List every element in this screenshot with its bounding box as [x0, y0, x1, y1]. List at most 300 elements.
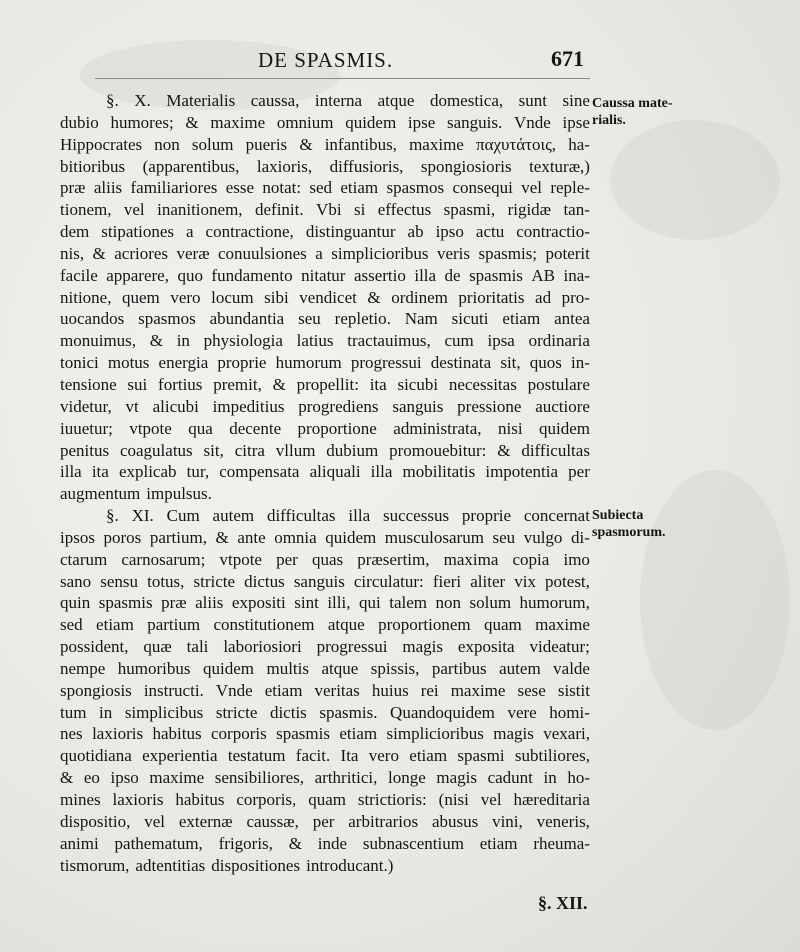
- word: vero: [170, 287, 201, 307]
- word: per: [312, 811, 335, 831]
- word: atque: [327, 615, 365, 635]
- word: proportionem: [378, 615, 471, 635]
- word: quin: [60, 593, 91, 613]
- word: vulgo: [523, 527, 563, 547]
- word: maxime: [210, 112, 266, 132]
- word: promouebitur:: [389, 440, 487, 460]
- word: ita: [369, 374, 387, 394]
- word: partibus: [431, 658, 487, 678]
- word: sint: [294, 593, 319, 613]
- word: ha-: [568, 134, 590, 154]
- word: quidem: [345, 112, 397, 132]
- word: omnia: [274, 527, 317, 547]
- word: vel: [144, 811, 165, 831]
- word: sanguis.: [447, 112, 503, 132]
- word: sed: [309, 178, 333, 198]
- word: habitus: [175, 790, 225, 809]
- word: &: [215, 527, 229, 547]
- word: poterit: [545, 243, 590, 263]
- word: expositi: [231, 593, 286, 613]
- word: eo: [83, 768, 100, 788]
- word: quotidiana: [60, 746, 132, 766]
- main-text: [60, 90, 590, 876]
- word: contractio-: [516, 222, 590, 242]
- word: Cum: [166, 506, 200, 526]
- word: di-: [570, 527, 590, 547]
- text-line: [60, 680, 590, 702]
- word: §.: [106, 91, 119, 110]
- word: externæ: [178, 811, 233, 831]
- word: contractione,: [205, 222, 294, 242]
- word: esse: [225, 178, 255, 198]
- word: solum: [191, 134, 234, 154]
- word: impulsus.: [146, 484, 212, 504]
- word: inanitionem,: [157, 200, 243, 220]
- word: concernat: [523, 506, 590, 526]
- word: compensata: [219, 462, 300, 482]
- word: conuulsiones: [218, 243, 307, 263]
- word: non: [154, 134, 180, 154]
- word: testatum: [227, 746, 286, 766]
- text-line: [60, 483, 590, 505]
- word: maxima: [443, 549, 499, 569]
- word: illa: [414, 265, 437, 285]
- word: Ita: [340, 746, 359, 766]
- word: ab: [407, 222, 424, 242]
- text-line: [60, 177, 590, 199]
- word: propellit:: [296, 374, 359, 394]
- word: ipsos: [60, 527, 95, 547]
- word: præ: [60, 178, 86, 198]
- word: humoribus: [117, 658, 191, 678]
- word: ipsa: [487, 331, 515, 351]
- word: etiam: [340, 178, 379, 198]
- text-line: [60, 330, 590, 352]
- word: autem: [212, 506, 255, 526]
- word: veritas: [314, 680, 360, 700]
- word: ante: [237, 527, 266, 547]
- word: Vnde: [513, 112, 551, 132]
- word: acriores: [114, 243, 169, 263]
- word: AB: [531, 265, 555, 285]
- word: facit.: [295, 746, 331, 766]
- word: quos: [529, 353, 562, 373]
- word: notat:: [262, 178, 302, 198]
- word: spongiosioris: [420, 156, 512, 176]
- word: actu: [475, 222, 505, 242]
- word: vexari,: [543, 724, 590, 744]
- word: aliis: [93, 178, 123, 198]
- word: laxioris: [112, 790, 164, 809]
- word: valde: [553, 658, 590, 678]
- word: frigoris,: [218, 833, 273, 853]
- word: distinguantur: [305, 222, 396, 242]
- word: ordinaria: [528, 331, 590, 351]
- word: dubium: [326, 440, 379, 460]
- word: fundamento: [211, 265, 293, 285]
- word: quam: [308, 790, 346, 809]
- word: effectus: [377, 200, 432, 220]
- word: sensibiliores,: [214, 768, 305, 788]
- word: consequi: [452, 178, 513, 198]
- word: vtpote: [129, 418, 172, 438]
- word: diffusioris,: [329, 156, 404, 176]
- word: simplicioribus: [331, 243, 429, 263]
- word: instructi.: [143, 680, 204, 700]
- word: bitioribus: [60, 156, 126, 176]
- word: ita: [91, 462, 109, 482]
- word: per: [568, 462, 590, 482]
- word: adtentitias: [135, 855, 206, 875]
- word: monuimus,: [60, 331, 137, 351]
- word: subtiliores,: [514, 746, 590, 766]
- text-line: [60, 90, 590, 112]
- margin-note-line: rialis.: [592, 113, 626, 128]
- word: sui: [127, 374, 148, 394]
- word: sanguis: [392, 396, 444, 416]
- word: nempe: [60, 658, 106, 678]
- word: stricte: [215, 702, 258, 722]
- word: vel: [480, 790, 502, 809]
- word: magis: [436, 768, 477, 788]
- word: cum: [444, 331, 474, 351]
- word: destinata: [430, 353, 492, 373]
- word: nis,: [60, 243, 85, 263]
- word: partium: [147, 615, 201, 635]
- text-line: [60, 527, 590, 549]
- word: sit,: [500, 353, 521, 373]
- word: illi,: [327, 593, 351, 613]
- word: simplicibus: [124, 702, 204, 722]
- word: qua: [188, 418, 213, 438]
- word: mobilitatis: [402, 462, 476, 482]
- word: per: [276, 549, 298, 569]
- word: talem: [389, 593, 427, 613]
- word: sibi: [264, 287, 289, 307]
- text-line: [60, 440, 590, 462]
- word: etiam: [96, 615, 134, 635]
- word: repletio.: [334, 309, 391, 329]
- word: difficultas: [521, 440, 590, 460]
- word: potest,: [545, 571, 590, 591]
- text-line: [60, 396, 590, 418]
- word: &: [299, 134, 313, 154]
- word: caussa,: [250, 91, 300, 110]
- word: aliquali: [309, 462, 361, 482]
- word: dictus: [244, 571, 285, 591]
- word: animi: [60, 833, 99, 853]
- word: hæreditaria: [513, 790, 590, 809]
- margin-note-line: Caussa mate-: [592, 96, 673, 111]
- word: multis: [266, 658, 309, 678]
- word: &: [92, 243, 106, 263]
- word: a: [186, 222, 194, 242]
- word: veneris,: [536, 811, 590, 831]
- word: impeditius: [212, 396, 285, 416]
- word: §.: [106, 506, 119, 526]
- word: pro-: [561, 287, 590, 307]
- word: infantibus,: [324, 134, 397, 154]
- word: (nisi: [438, 790, 469, 809]
- word: quo: [177, 265, 203, 285]
- word: Hippocrates: [60, 134, 143, 154]
- word: abundantia: [209, 309, 285, 329]
- text-line: [60, 308, 590, 330]
- word: laxioris: [92, 724, 144, 744]
- word: tur,: [186, 462, 210, 482]
- word: sicuti: [451, 309, 489, 329]
- catchword: §. XII.: [538, 893, 588, 913]
- word: in: [99, 702, 113, 722]
- paper-stain: [610, 120, 780, 240]
- word: vini,: [492, 811, 523, 831]
- word: ho-: [567, 768, 590, 788]
- word: nitatur: [301, 265, 346, 285]
- text-line: [60, 287, 590, 309]
- word: tan-: [563, 200, 590, 220]
- word: possident,: [60, 637, 129, 657]
- word: nitione,: [60, 287, 112, 307]
- word: vix: [514, 571, 536, 591]
- word: vel: [521, 178, 542, 198]
- word: habitus: [152, 724, 202, 744]
- header-rule: [95, 78, 590, 79]
- word: ctarum: [60, 549, 108, 569]
- word: familiariores: [130, 178, 218, 198]
- word: progressui: [350, 353, 422, 373]
- text-line: [60, 461, 590, 483]
- word: corporis: [211, 724, 267, 744]
- word: imo: [563, 549, 590, 569]
- word: solum: [469, 593, 512, 613]
- word: maxime: [149, 768, 205, 788]
- word: tum: [60, 702, 87, 722]
- word: huius: [371, 680, 409, 700]
- word: pressione: [457, 396, 522, 416]
- word: spasmi,: [443, 200, 496, 220]
- word: simplicioribus: [386, 724, 484, 744]
- word: præ: [161, 593, 187, 613]
- word: non: [435, 593, 461, 613]
- word: pathematum,: [114, 833, 203, 853]
- word: veris: [436, 243, 471, 263]
- word: poros: [103, 527, 142, 547]
- word: ipso: [110, 768, 139, 788]
- word: spasmi: [457, 746, 505, 766]
- word: ipso: [435, 222, 464, 242]
- word: spissis,: [370, 658, 420, 678]
- running-title: DE SPASMIS.: [258, 48, 394, 72]
- word: Nam: [404, 309, 438, 329]
- text-line: [60, 636, 590, 658]
- word: autem: [499, 658, 541, 678]
- word: circulatur:: [353, 571, 424, 591]
- word: alicubi: [152, 396, 199, 416]
- word: &: [272, 374, 286, 394]
- word: progressui: [316, 637, 388, 657]
- word: magis: [493, 724, 534, 744]
- margin-note-caussa-materialis: [592, 95, 702, 129]
- word: illa: [60, 462, 82, 482]
- word: longe: [387, 768, 426, 788]
- word: tonici: [60, 353, 99, 373]
- word: in: [543, 768, 557, 788]
- text-line: [60, 723, 590, 745]
- word: latius: [296, 331, 334, 351]
- word: ipse: [407, 112, 436, 132]
- text-line: [60, 156, 590, 178]
- word: ad: [535, 287, 552, 307]
- word: tismorum,: [60, 855, 130, 875]
- text-line: [60, 199, 590, 221]
- word: energia: [158, 353, 209, 373]
- word: seu: [298, 309, 321, 329]
- text-line: [60, 767, 590, 789]
- text-line: [60, 789, 590, 811]
- word: tionem,: [60, 200, 112, 220]
- word: arbitrarios: [348, 811, 419, 831]
- word: vendicet: [299, 287, 357, 307]
- word: vllum: [275, 440, 316, 460]
- word: carnosarum;: [121, 549, 206, 569]
- word: rei: [420, 680, 439, 700]
- text-line: [60, 702, 590, 724]
- word: pueris: [245, 134, 288, 154]
- word: antea: [554, 309, 590, 329]
- text-line: [60, 855, 590, 877]
- word: XI.: [131, 506, 154, 526]
- word: facile: [60, 265, 98, 285]
- word: videtur,: [60, 396, 112, 416]
- word: tali: [186, 637, 209, 657]
- word: augmentum: [60, 484, 141, 504]
- word: etiam: [479, 833, 518, 853]
- word: proportione: [297, 418, 377, 438]
- word: spasmos: [138, 309, 196, 329]
- word: vero: [368, 746, 399, 766]
- word: subnascentium: [362, 833, 464, 853]
- margin-note-line: spasmorum.: [592, 525, 666, 540]
- word: magis: [402, 637, 443, 657]
- word: ina-: [563, 265, 590, 285]
- word: arthritici,: [314, 768, 378, 788]
- text-line: [60, 592, 590, 614]
- word: nes: [60, 724, 83, 744]
- word: citra: [234, 440, 265, 460]
- word: Vnde: [215, 680, 253, 700]
- word: impotentia: [485, 462, 559, 482]
- word: &: [185, 112, 199, 132]
- word: proprie: [461, 506, 512, 526]
- word: &: [497, 440, 511, 460]
- word: definit.: [254, 200, 304, 220]
- text-line: [60, 243, 590, 265]
- word: sicubi: [397, 374, 439, 394]
- word: sanguis: [293, 571, 345, 591]
- word: quæ: [143, 637, 172, 657]
- word: aliter: [470, 571, 506, 591]
- margin-note-line: Subiecta: [592, 508, 644, 523]
- word: dubio: [60, 112, 99, 132]
- text-line: [60, 418, 590, 440]
- word: proprie: [217, 353, 267, 373]
- word: quem: [122, 287, 160, 307]
- word: premit,: [213, 374, 262, 394]
- word: ordinem: [391, 287, 448, 307]
- word: sine: [562, 91, 590, 110]
- word: dispositio,: [60, 811, 131, 831]
- text-line: [60, 549, 590, 571]
- word: penitus: [60, 440, 110, 460]
- word: sano: [60, 571, 92, 591]
- word: totus,: [147, 571, 185, 591]
- word: atque: [377, 91, 415, 110]
- word: spasmis.: [319, 702, 378, 722]
- text-line: [60, 833, 590, 855]
- word: assertio: [353, 265, 406, 285]
- word: veræ: [176, 243, 210, 263]
- word: physiologia: [203, 331, 283, 351]
- word: a: [315, 243, 323, 263]
- text-line: [60, 571, 590, 593]
- margin-note-subiecta-spasmorum: [592, 507, 702, 541]
- word: sit,: [203, 440, 224, 460]
- word: &: [60, 768, 74, 788]
- text-line: [60, 112, 590, 134]
- word: sed: [60, 615, 83, 635]
- word: locum: [211, 287, 254, 307]
- word: in-: [571, 353, 590, 373]
- word: interna: [314, 91, 363, 110]
- word: experientia: [142, 746, 218, 766]
- word: videatur;: [529, 637, 590, 657]
- word: spasmis: [98, 593, 153, 613]
- word: præsertim,: [357, 549, 430, 569]
- word: vel: [123, 200, 145, 220]
- word: introducant.): [306, 855, 394, 875]
- word: strictioris:: [357, 790, 427, 809]
- word: inde: [317, 833, 348, 853]
- word: successus: [382, 506, 450, 526]
- word: si: [353, 200, 366, 220]
- page-header: [0, 48, 800, 78]
- word: vere: [507, 702, 537, 722]
- word: administrata,: [393, 418, 482, 438]
- word: &: [288, 833, 302, 853]
- word: etiam: [409, 746, 448, 766]
- word: laxioris,: [256, 156, 313, 176]
- text-line: [60, 745, 590, 767]
- word: illa: [348, 506, 371, 526]
- word: &: [149, 331, 163, 351]
- word: spasmis: [276, 724, 330, 744]
- word: quidem: [325, 527, 377, 547]
- word: postulare: [527, 374, 590, 394]
- word: spasmis;: [478, 243, 538, 263]
- word: vt: [125, 396, 139, 416]
- word: spasmis: [469, 265, 523, 285]
- word: Materialis: [166, 91, 236, 110]
- text-line: [60, 811, 590, 833]
- word: fieri: [432, 571, 462, 591]
- word: coagulatus: [119, 440, 193, 460]
- word: maxime: [535, 615, 590, 635]
- word: dictis: [269, 702, 307, 722]
- word: musculosarum: [384, 527, 484, 547]
- word: stricte: [193, 571, 236, 591]
- word: sunt: [518, 91, 547, 110]
- word: spongiosis: [60, 680, 132, 700]
